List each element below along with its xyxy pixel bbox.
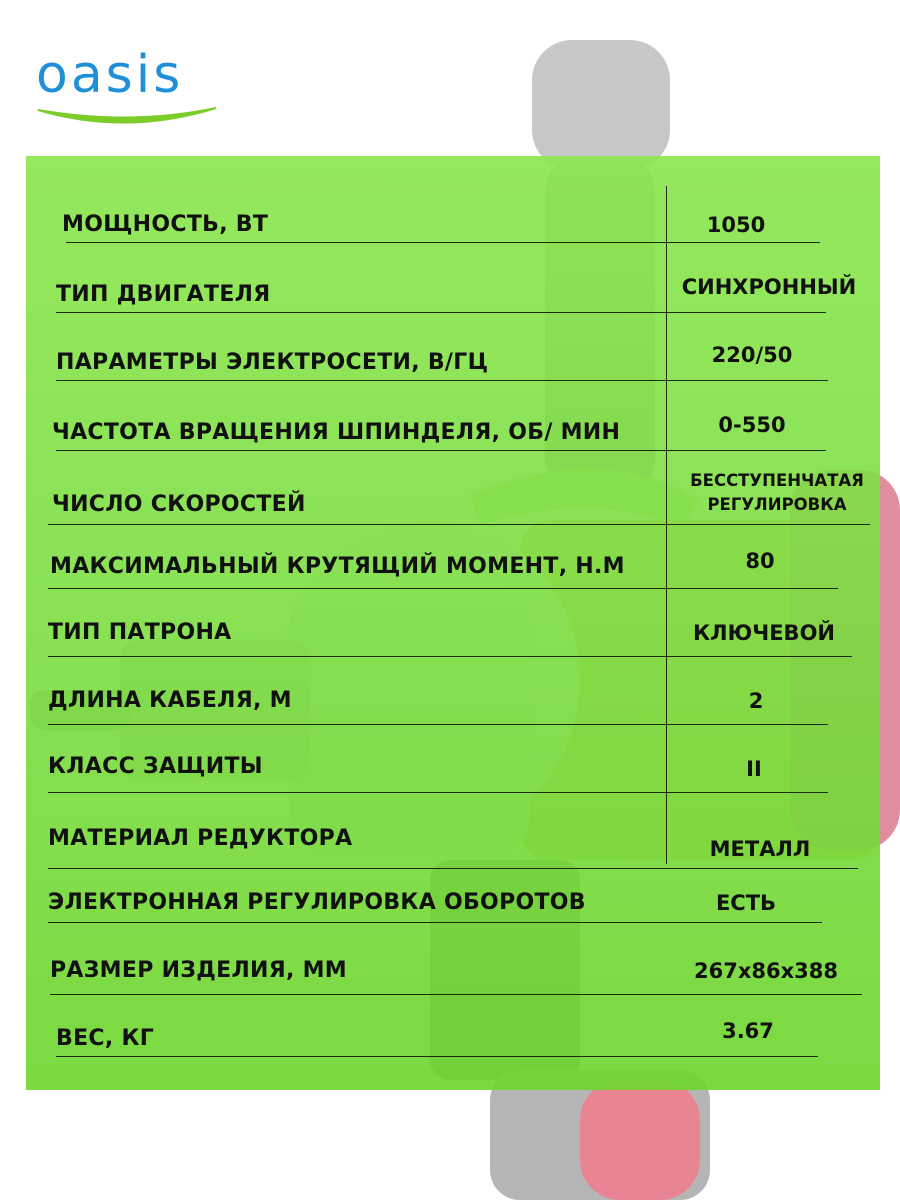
brand-logo <box>36 40 226 140</box>
row-divider <box>48 524 870 525</box>
spec-value-power: 1050 <box>706 213 766 237</box>
spec-value-weight: 3.67 <box>722 1019 774 1043</box>
spec-label-dimensions: РАЗМЕР ИЗДЕЛИЯ, ММ <box>50 958 347 983</box>
row-divider <box>56 1056 818 1057</box>
row-divider <box>48 724 828 725</box>
spec-value-electronic-speed-control: ЕСТЬ <box>715 891 777 915</box>
spec-value-cable-length: 2 <box>748 689 764 713</box>
spec-label-cable-length: ДЛИНА КАБЕЛЯ, М <box>48 688 292 713</box>
row-divider <box>50 994 862 995</box>
row-divider <box>56 380 828 381</box>
row-divider <box>56 450 826 451</box>
spec-label-motor-type: ТИП ДВИГАТЕЛЯ <box>56 282 271 307</box>
row-divider <box>48 922 822 923</box>
row-divider <box>48 792 828 793</box>
spec-label-speeds: ЧИСЛО СКОРОСТЕЙ <box>52 492 306 517</box>
logo-swoosh-icon <box>36 106 221 132</box>
spec-value-chuck-type: КЛЮЧЕВОЙ <box>692 621 835 645</box>
spec-value-motor-type: СИНХРОННЫЙ <box>681 275 857 299</box>
row-divider <box>48 656 852 657</box>
spec-value-speeds-line2: РЕГУЛИРОВКА <box>707 495 847 514</box>
spec-label-gearbox-material: МАТЕРИАЛ РЕДУКТОРА <box>48 826 353 851</box>
spec-label-mains: ПАРАМЕТРЫ ЭЛЕКТРОСЕТИ, В/ГЦ <box>56 350 489 375</box>
spec-value-mains: 220/50 <box>711 343 793 367</box>
spec-value-dimensions: 267x86x388 <box>694 959 838 983</box>
spec-label-torque: МАКСИМАЛЬНЫЙ КРУТЯЩИЙ МОМЕНТ, Н.М <box>50 554 625 579</box>
brand-name: oasis <box>36 45 184 105</box>
spec-value-protection-class: II <box>746 757 762 781</box>
spec-value-torque: 80 <box>745 549 775 573</box>
spec-value-spindle-speed: 0-550 <box>718 413 786 437</box>
spec-label-electronic-speed-control: ЭЛЕКТРОННАЯ РЕГУЛИРОВКА ОБОРОТОВ <box>48 890 586 915</box>
row-divider <box>48 588 838 589</box>
spec-label-power: МОЩНОСТЬ, ВТ <box>62 212 269 237</box>
spec-value-gearbox-material: МЕТАЛЛ <box>709 837 811 861</box>
spec-label-protection-class: КЛАСС ЗАЩИТЫ <box>48 754 263 779</box>
spec-label-weight: ВЕС, КГ <box>56 1026 155 1051</box>
row-divider <box>66 242 820 243</box>
spec-value-speeds-line1: БЕССТУПЕНЧАТАЯ <box>690 471 864 490</box>
column-divider <box>666 186 667 864</box>
spec-label-spindle-speed: ЧАСТОТА ВРАЩЕНИЯ ШПИНДЕЛЯ, ОБ/ МИН <box>52 420 621 445</box>
specs-table <box>26 156 880 1090</box>
row-divider <box>56 312 826 313</box>
spec-label-chuck-type: ТИП ПАТРОНА <box>48 620 232 645</box>
row-divider <box>48 868 858 869</box>
